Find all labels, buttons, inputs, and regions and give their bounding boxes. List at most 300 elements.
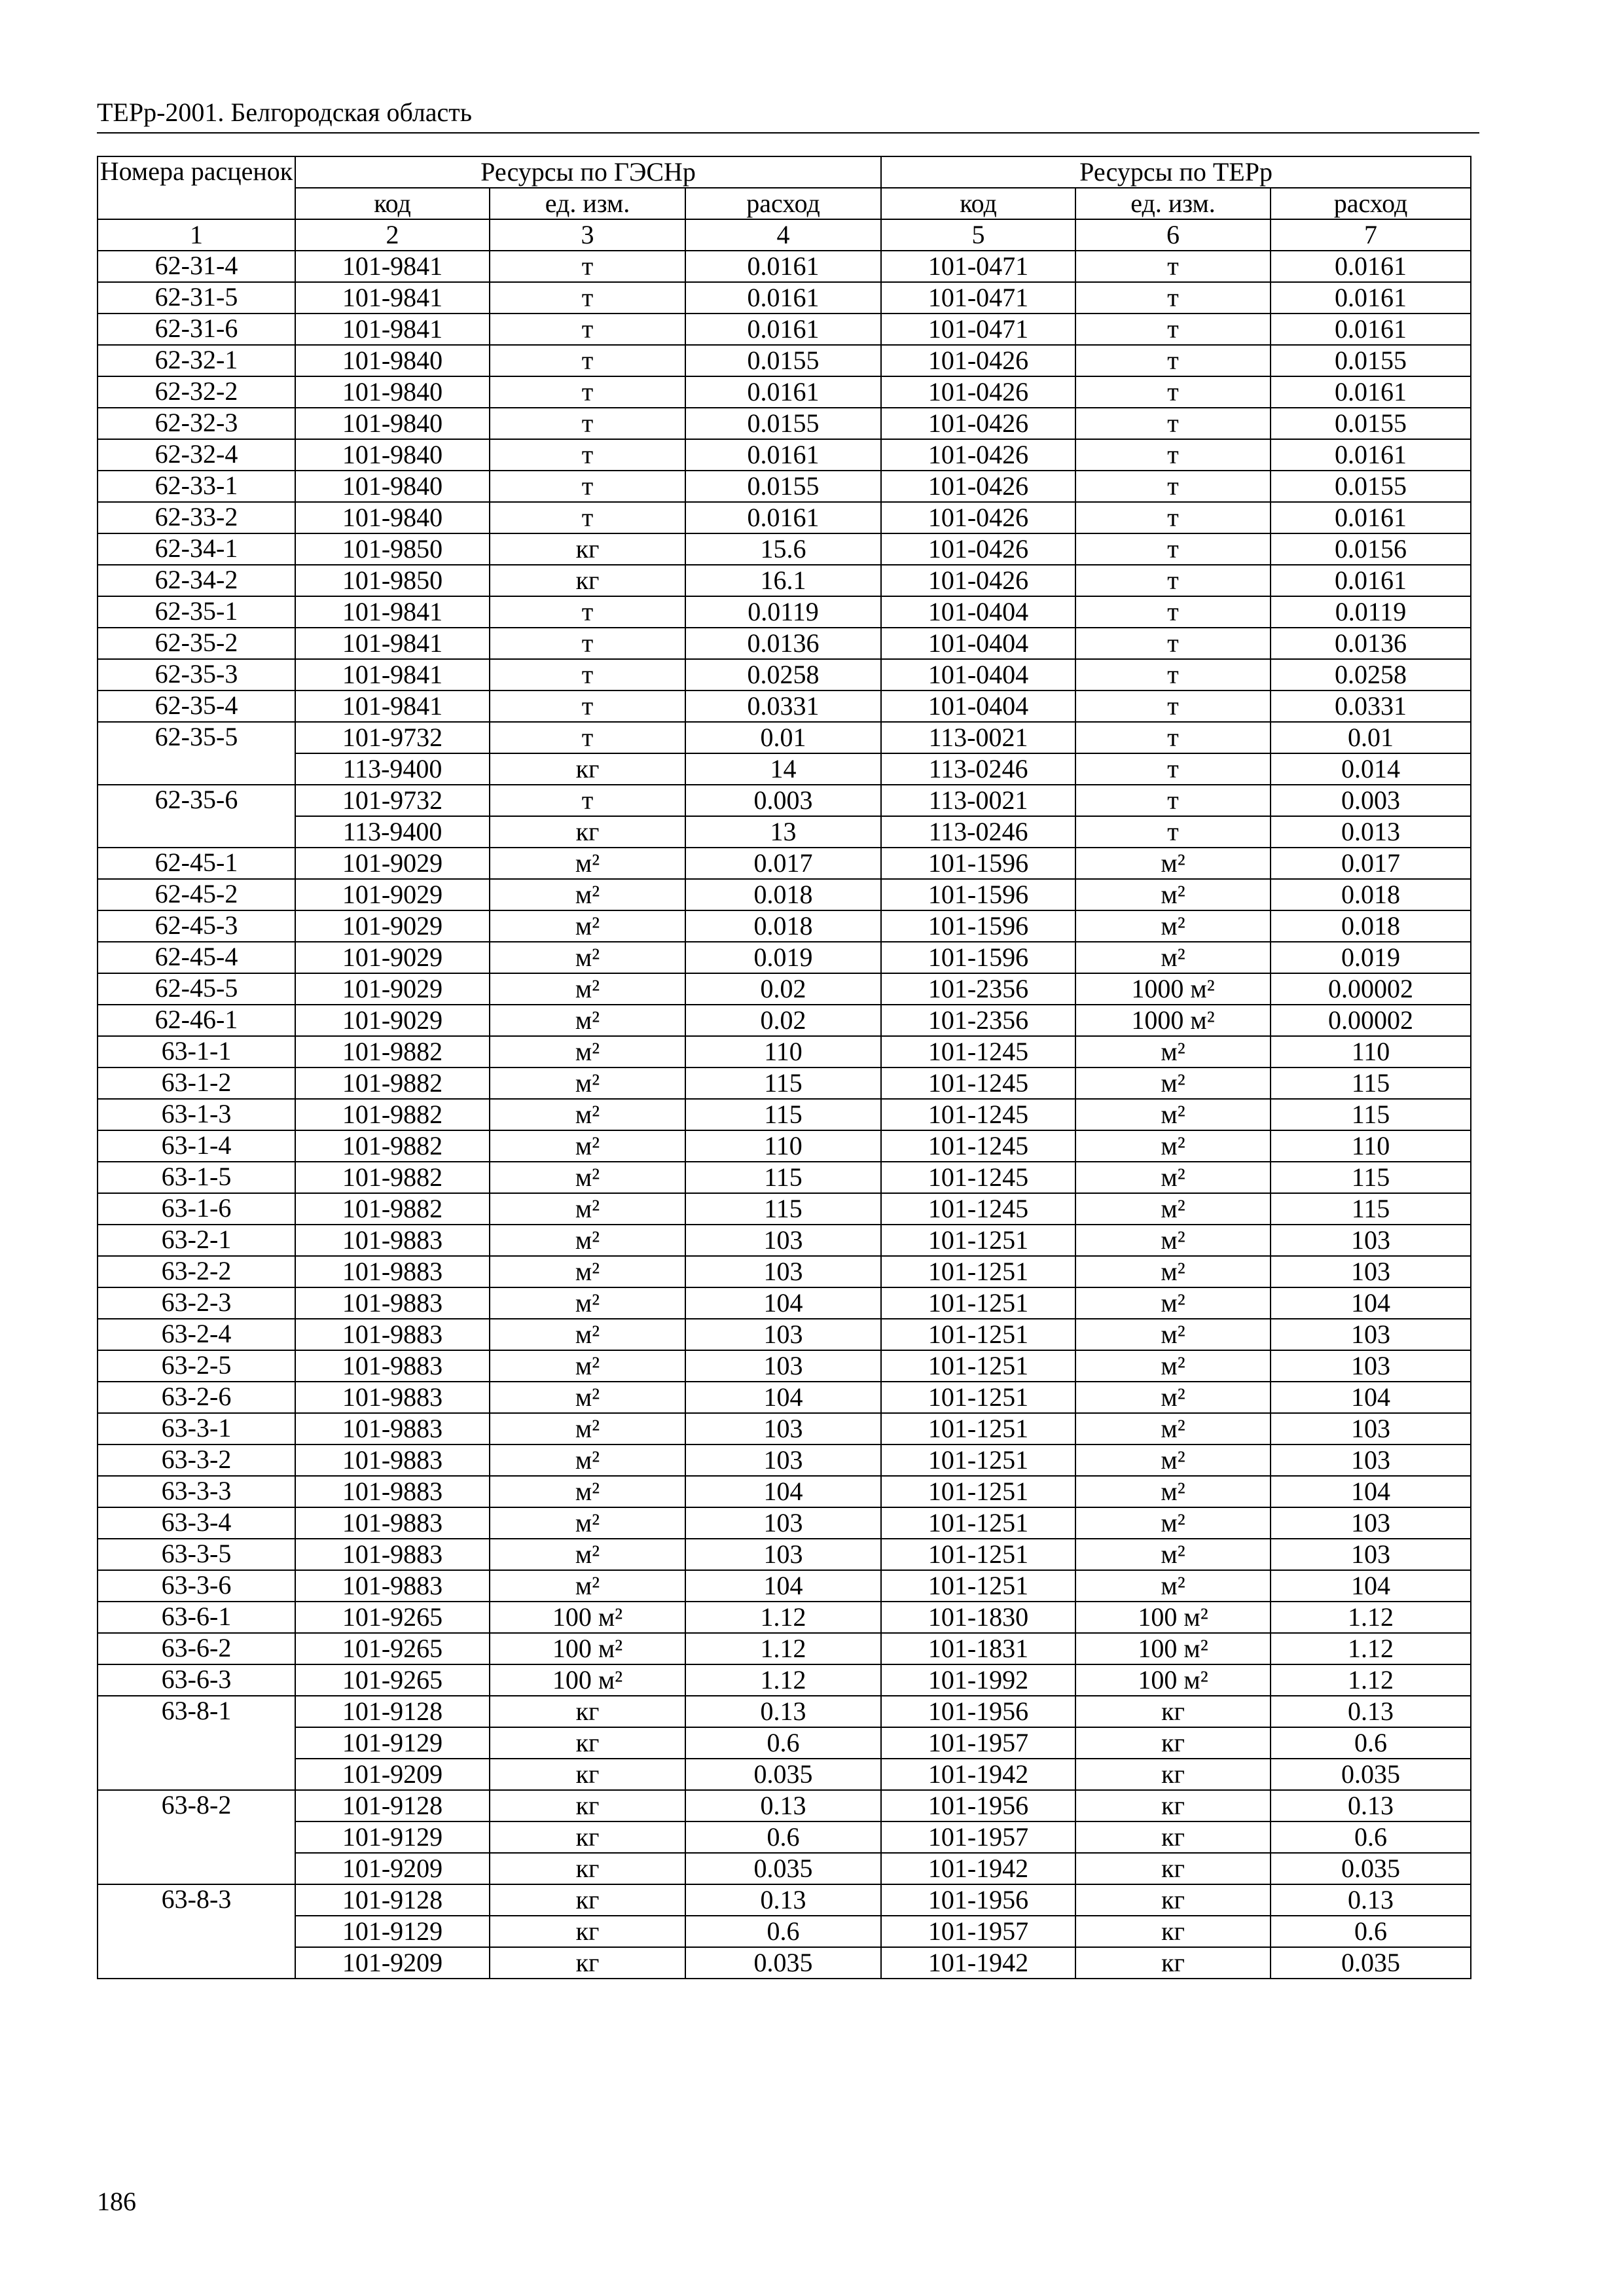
- gesn-unit-cell: м²: [490, 1350, 685, 1382]
- gesn-consumption-cell: 103: [685, 1350, 881, 1382]
- ter-consumption-cell: 103: [1271, 1444, 1471, 1476]
- ter-unit-cell: т: [1075, 533, 1271, 565]
- gesn-code-cell: 101-9209: [295, 1853, 490, 1884]
- ter-unit-cell: м²: [1075, 1099, 1271, 1130]
- ter-consumption-cell: 0.0331: [1271, 691, 1471, 722]
- ter-code-cell: 101-1251: [881, 1350, 1075, 1382]
- ter-code-cell: 101-1956: [881, 1696, 1075, 1727]
- ter-unit-cell: м²: [1075, 879, 1271, 910]
- column-number: 7: [1271, 219, 1471, 251]
- rate-number-cell: 62-31-4: [98, 251, 295, 282]
- gesn-consumption-cell: 1.12: [685, 1633, 881, 1664]
- rate-number-cell: 63-3-4: [98, 1507, 295, 1539]
- gesn-consumption-cell: 104: [685, 1287, 881, 1319]
- ter-consumption-cell: 0.0119: [1271, 596, 1471, 628]
- ter-consumption-cell: 103: [1271, 1539, 1471, 1570]
- gesn-code-cell: 101-9265: [295, 1633, 490, 1664]
- gesn-code-cell: 101-9882: [295, 1067, 490, 1099]
- gesn-consumption-cell: 0.0161: [685, 376, 881, 408]
- ter-consumption-cell: 1.12: [1271, 1602, 1471, 1633]
- gesn-code-cell: 101-9883: [295, 1256, 490, 1287]
- ter-code-cell: 113-0021: [881, 722, 1075, 753]
- gesn-consumption-cell: 0.0161: [685, 502, 881, 533]
- rate-number-cell: 62-35-5: [98, 722, 295, 785]
- ter-consumption-cell: 104: [1271, 1476, 1471, 1507]
- gesn-unit-cell: м²: [490, 973, 685, 1005]
- ter-unit-cell: 100 м²: [1075, 1602, 1271, 1633]
- gesn-unit-cell: м²: [490, 1539, 685, 1570]
- rate-number-cell: 62-35-4: [98, 691, 295, 722]
- gesn-consumption-cell: 110: [685, 1036, 881, 1067]
- gesn-consumption-cell: 103: [685, 1319, 881, 1350]
- ter-code-cell: 101-1245: [881, 1036, 1075, 1067]
- table-row: [98, 910, 1471, 942]
- rate-number-cell: 63-2-3: [98, 1287, 295, 1319]
- rate-number-cell: 63-8-2: [98, 1790, 295, 1884]
- ter-unit-cell: м²: [1075, 1130, 1271, 1162]
- column-number: 6: [1075, 219, 1271, 251]
- ter-code-cell: 113-0246: [881, 816, 1075, 848]
- gesn-code-cell: 101-9265: [295, 1664, 490, 1696]
- table-row: [98, 439, 1471, 471]
- ter-unit-cell: т: [1075, 785, 1271, 816]
- ter-consumption-cell: 0.0161: [1271, 439, 1471, 471]
- gesn-unit-cell: т: [490, 345, 685, 376]
- ter-consumption-cell: 0.0161: [1271, 565, 1471, 596]
- gesn-code-cell: 101-9882: [295, 1193, 490, 1225]
- ter-unit-cell: кг: [1075, 1790, 1271, 1821]
- gesn-unit-cell: кг: [490, 565, 685, 596]
- gesn-consumption-cell: 0.0136: [685, 628, 881, 659]
- ter-unit-cell: 100 м²: [1075, 1633, 1271, 1664]
- gesn-consumption-cell: 0.0155: [685, 471, 881, 502]
- ter-unit-cell: т: [1075, 439, 1271, 471]
- gesn-unit-cell: м²: [490, 942, 685, 973]
- ter-unit-cell: т: [1075, 659, 1271, 691]
- gesn-unit-cell: м²: [490, 1413, 685, 1444]
- ter-unit-cell: т: [1075, 376, 1271, 408]
- gesn-unit-cell: т: [490, 785, 685, 816]
- table-row: [98, 1319, 1471, 1350]
- ter-consumption-cell: 0.0161: [1271, 314, 1471, 345]
- gesn-unit-cell: т: [490, 659, 685, 691]
- ter-unit-cell: т: [1075, 345, 1271, 376]
- ter-consumption-cell: 0.0136: [1271, 628, 1471, 659]
- table-row: [98, 1005, 1471, 1036]
- table-row: [98, 1821, 1471, 1853]
- ter-consumption-cell: 104: [1271, 1382, 1471, 1413]
- rate-number-cell: 62-35-2: [98, 628, 295, 659]
- ter-unit-cell: кг: [1075, 1696, 1271, 1727]
- ter-unit-cell: кг: [1075, 1727, 1271, 1759]
- table-row: [98, 1790, 1471, 1821]
- table-row: [98, 1287, 1471, 1319]
- table-row: [98, 314, 1471, 345]
- rate-number-cell: 63-2-1: [98, 1225, 295, 1256]
- ter-code-cell: 101-1251: [881, 1413, 1075, 1444]
- column-number: 5: [881, 219, 1075, 251]
- gesn-code-cell: 113-9400: [295, 753, 490, 785]
- rate-number-cell: 62-45-4: [98, 942, 295, 973]
- ter-consumption-cell: 0.019: [1271, 942, 1471, 973]
- gesn-code-cell: 101-9840: [295, 376, 490, 408]
- gesn-code-cell: 101-9841: [295, 659, 490, 691]
- ter-code-cell: 101-0471: [881, 251, 1075, 282]
- gesn-code-cell: 101-9883: [295, 1350, 490, 1382]
- ter-consumption-cell: 103: [1271, 1413, 1471, 1444]
- gesn-consumption-cell: 115: [685, 1099, 881, 1130]
- ter-unit-cell: м²: [1075, 1413, 1271, 1444]
- ter-code-cell: 101-1942: [881, 1759, 1075, 1790]
- ter-unit-cell: т: [1075, 565, 1271, 596]
- ter-code-cell: 101-1956: [881, 1884, 1075, 1916]
- ter-unit-cell: 1000 м²: [1075, 1005, 1271, 1036]
- table-row: [98, 1193, 1471, 1225]
- gesn-consumption-cell: 0.0119: [685, 596, 881, 628]
- table-row: [98, 1853, 1471, 1884]
- ter-unit-cell: кг: [1075, 1947, 1271, 1979]
- running-header: ТЕРр-2001. Белгородская область: [97, 98, 473, 127]
- ter-code-cell: 101-1992: [881, 1664, 1075, 1696]
- gesn-consumption-cell: 104: [685, 1382, 881, 1413]
- ter-unit-cell: м²: [1075, 848, 1271, 879]
- ter-unit-header: ед. изм.: [1075, 188, 1271, 219]
- ter-unit-cell: т: [1075, 691, 1271, 722]
- rate-number-cell: 62-33-1: [98, 471, 295, 502]
- gesn-consumption-cell: 0.0161: [685, 282, 881, 314]
- gesn-consumption-cell: 0.0155: [685, 345, 881, 376]
- ter-consumption-cell: 115: [1271, 1067, 1471, 1099]
- ter-unit-cell: т: [1075, 282, 1271, 314]
- gesn-consumption-cell: 103: [685, 1225, 881, 1256]
- gesn-code-cell: 101-9883: [295, 1225, 490, 1256]
- gesn-unit-cell: кг: [490, 1790, 685, 1821]
- ter-code-cell: 101-1957: [881, 1727, 1075, 1759]
- rate-number-cell: 62-45-3: [98, 910, 295, 942]
- ter-consumption-cell: 1.12: [1271, 1664, 1471, 1696]
- gesn-code-cell: 101-9841: [295, 314, 490, 345]
- gesn-unit-cell: т: [490, 502, 685, 533]
- ter-consumption-cell: 0.0155: [1271, 471, 1471, 502]
- ter-code-cell: 101-1251: [881, 1256, 1075, 1287]
- gesn-consumption-cell: 0.6: [685, 1727, 881, 1759]
- ter-code-cell: 101-1251: [881, 1287, 1075, 1319]
- gesn-code-cell: 101-9841: [295, 691, 490, 722]
- ter-consumption-cell: 0.0258: [1271, 659, 1471, 691]
- gesn-unit-cell: т: [490, 691, 685, 722]
- ter-consumption-cell: 0.018: [1271, 910, 1471, 942]
- gesn-consumption-cell: 0.035: [685, 1759, 881, 1790]
- table-row: [98, 565, 1471, 596]
- ter-code-cell: 101-1596: [881, 848, 1075, 879]
- gesn-unit-header: ед. изм.: [490, 188, 685, 219]
- ter-code-cell: 101-1957: [881, 1916, 1075, 1947]
- ter-code-cell: 101-2356: [881, 1005, 1075, 1036]
- gesn-consumption-cell: 0.017: [685, 848, 881, 879]
- ter-unit-cell: м²: [1075, 1067, 1271, 1099]
- gesn-consumption-cell: 103: [685, 1444, 881, 1476]
- gesn-consumption-cell: 104: [685, 1570, 881, 1602]
- ter-consumption-cell: 110: [1271, 1130, 1471, 1162]
- ter-code-cell: 101-0426: [881, 439, 1075, 471]
- gesn-code-cell: 101-9883: [295, 1287, 490, 1319]
- ter-code-cell: 101-1245: [881, 1193, 1075, 1225]
- table-row: [98, 376, 1471, 408]
- rate-number-cell: 62-33-2: [98, 502, 295, 533]
- table-row: [98, 345, 1471, 376]
- ter-unit-cell: м²: [1075, 910, 1271, 942]
- table-row: [98, 1225, 1471, 1256]
- ter-consumption-cell: 0.0161: [1271, 251, 1471, 282]
- gesn-code-cell: 101-9883: [295, 1413, 490, 1444]
- gesn-code-cell: 101-9129: [295, 1727, 490, 1759]
- ter-unit-cell: м²: [1075, 1382, 1271, 1413]
- rate-number-cell: 62-34-2: [98, 565, 295, 596]
- gesn-unit-cell: м²: [490, 1570, 685, 1602]
- table-row: [98, 659, 1471, 691]
- gesn-consumption-cell: 103: [685, 1539, 881, 1570]
- gesn-unit-cell: т: [490, 282, 685, 314]
- ter-unit-cell: 1000 м²: [1075, 973, 1271, 1005]
- table-row: [98, 879, 1471, 910]
- table-row: [98, 628, 1471, 659]
- gesn-code-cell: 101-9840: [295, 502, 490, 533]
- gesn-unit-cell: м²: [490, 1287, 685, 1319]
- ter-unit-cell: кг: [1075, 1884, 1271, 1916]
- gesn-code-cell: 101-9129: [295, 1916, 490, 1947]
- gesn-resources-header: Ресурсы по ГЭСНр: [295, 156, 881, 188]
- gesn-code-cell: 101-9841: [295, 251, 490, 282]
- gesn-code-cell: 101-9128: [295, 1790, 490, 1821]
- ter-code-cell: 101-0404: [881, 691, 1075, 722]
- ter-code-cell: 101-1596: [881, 879, 1075, 910]
- ter-code-cell: 101-1245: [881, 1162, 1075, 1193]
- gesn-code-cell: 101-9029: [295, 942, 490, 973]
- ter-unit-cell: м²: [1075, 1287, 1271, 1319]
- ter-code-cell: 101-1596: [881, 910, 1075, 942]
- rate-number-cell: 62-32-1: [98, 345, 295, 376]
- ter-consumption-cell: 0.6: [1271, 1727, 1471, 1759]
- gesn-consumption-cell: 115: [685, 1162, 881, 1193]
- ter-consumption-cell: 103: [1271, 1256, 1471, 1287]
- ter-consumption-cell: 0.017: [1271, 848, 1471, 879]
- gesn-code-cell: 101-9029: [295, 973, 490, 1005]
- gesn-consumption-cell: 0.035: [685, 1853, 881, 1884]
- ter-unit-cell: кг: [1075, 1759, 1271, 1790]
- gesn-consumption-cell: 0.6: [685, 1821, 881, 1853]
- rate-number-cell: 63-2-5: [98, 1350, 295, 1382]
- gesn-code-cell: 101-9882: [295, 1130, 490, 1162]
- gesn-code-cell: 101-9882: [295, 1036, 490, 1067]
- table-row: [98, 753, 1471, 785]
- table-row: [98, 502, 1471, 533]
- table-row: [98, 1350, 1471, 1382]
- rate-number-cell: 63-6-1: [98, 1602, 295, 1633]
- ter-code-cell: 101-0426: [881, 471, 1075, 502]
- ter-consumption-cell: 0.0161: [1271, 376, 1471, 408]
- ter-code-cell: 101-1251: [881, 1225, 1075, 1256]
- table-row: [98, 1476, 1471, 1507]
- rate-number-cell: 63-8-3: [98, 1884, 295, 1979]
- header-row-subcolumns: [98, 188, 1471, 219]
- ter-consumption-cell: 0.13: [1271, 1790, 1471, 1821]
- rate-number-cell: 63-2-4: [98, 1319, 295, 1350]
- gesn-code-cell: 101-9883: [295, 1319, 490, 1350]
- ter-consumption-cell: 115: [1271, 1099, 1471, 1130]
- ter-unit-cell: м²: [1075, 1350, 1271, 1382]
- gesn-consumption-cell: 103: [685, 1256, 881, 1287]
- ter-unit-cell: м²: [1075, 1225, 1271, 1256]
- table-row: [98, 1916, 1471, 1947]
- rate-number-cell: 63-3-6: [98, 1570, 295, 1602]
- gesn-consumption-cell: 0.02: [685, 1005, 881, 1036]
- ter-unit-cell: м²: [1075, 1162, 1271, 1193]
- ter-consumption-cell: 0.003: [1271, 785, 1471, 816]
- ter-code-cell: 101-1942: [881, 1947, 1075, 1979]
- rate-number-cell: 63-2-2: [98, 1256, 295, 1287]
- ter-unit-cell: м²: [1075, 1539, 1271, 1570]
- ter-code-cell: 101-1251: [881, 1382, 1075, 1413]
- ter-unit-cell: т: [1075, 471, 1271, 502]
- rate-number-cell: 63-1-4: [98, 1130, 295, 1162]
- table-row: [98, 408, 1471, 439]
- ter-code-cell: 101-0404: [881, 659, 1075, 691]
- ter-consumption-cell: 0.0161: [1271, 282, 1471, 314]
- ter-consumption-cell: 0.014: [1271, 753, 1471, 785]
- ter-code-cell: 101-1251: [881, 1444, 1075, 1476]
- ter-consumption-cell: 0.0161: [1271, 502, 1471, 533]
- gesn-consumption-cell: 0.13: [685, 1696, 881, 1727]
- table-row: [98, 1444, 1471, 1476]
- gesn-consumption-cell: 0.13: [685, 1790, 881, 1821]
- header-row-groups: [98, 156, 1471, 188]
- column-number: 1: [98, 219, 295, 251]
- ter-code-cell: 101-1942: [881, 1853, 1075, 1884]
- gesn-consumption-cell: 1.12: [685, 1602, 881, 1633]
- ter-unit-cell: м²: [1075, 1476, 1271, 1507]
- rate-number-cell: 62-31-5: [98, 282, 295, 314]
- table-row: [98, 1602, 1471, 1633]
- gesn-consumption-cell: 104: [685, 1476, 881, 1507]
- rate-number-cell: 63-3-3: [98, 1476, 295, 1507]
- rate-number-cell: 63-1-2: [98, 1067, 295, 1099]
- gesn-consumption-cell: 0.0155: [685, 408, 881, 439]
- gesn-consumption-cell: 0.018: [685, 879, 881, 910]
- gesn-consumption-cell: 115: [685, 1193, 881, 1225]
- table-row: [98, 533, 1471, 565]
- ter-code-cell: 101-1251: [881, 1570, 1075, 1602]
- gesn-consumption-cell: 0.0161: [685, 314, 881, 345]
- gesn-unit-cell: м²: [490, 1036, 685, 1067]
- gesn-code-cell: 101-9883: [295, 1444, 490, 1476]
- gesn-unit-cell: м²: [490, 879, 685, 910]
- rate-number-cell: 63-1-5: [98, 1162, 295, 1193]
- ter-consumption-cell: 0.6: [1271, 1916, 1471, 1947]
- rate-number-cell: 63-3-2: [98, 1444, 295, 1476]
- table-row: [98, 1947, 1471, 1979]
- rate-number-cell: 63-3-5: [98, 1539, 295, 1570]
- ter-consumption-cell: 103: [1271, 1225, 1471, 1256]
- ter-unit-cell: т: [1075, 722, 1271, 753]
- column-number: 2: [295, 219, 490, 251]
- ter-consumption-cell: 115: [1271, 1162, 1471, 1193]
- ter-consumption-cell: 0.035: [1271, 1947, 1471, 1979]
- gesn-unit-cell: м²: [490, 1444, 685, 1476]
- gesn-code-cell: 101-9883: [295, 1507, 490, 1539]
- gesn-unit-cell: м²: [490, 1319, 685, 1350]
- gesn-code-cell: 101-9209: [295, 1947, 490, 1979]
- gesn-code-cell: 113-9400: [295, 816, 490, 848]
- rate-number-cell: 62-35-3: [98, 659, 295, 691]
- rate-number-cell: 62-32-4: [98, 439, 295, 471]
- rate-number-cell: 62-45-2: [98, 879, 295, 910]
- rate-number-cell: 62-32-3: [98, 408, 295, 439]
- table-body: [98, 156, 1471, 1979]
- table-row: [98, 1664, 1471, 1696]
- gesn-code-cell: 101-9840: [295, 345, 490, 376]
- table-row: [98, 282, 1471, 314]
- gesn-consumption-cell: 0.003: [685, 785, 881, 816]
- ter-code-cell: 101-1251: [881, 1539, 1075, 1570]
- table-row: [98, 816, 1471, 848]
- gesn-consumption-cell: 15.6: [685, 533, 881, 565]
- gesn-unit-cell: кг: [490, 753, 685, 785]
- table-row: [98, 973, 1471, 1005]
- ter-code-header: код: [881, 188, 1075, 219]
- ter-unit-cell: м²: [1075, 1036, 1271, 1067]
- gesn-unit-cell: кг: [490, 1759, 685, 1790]
- table-row: [98, 691, 1471, 722]
- ter-unit-cell: м²: [1075, 1193, 1271, 1225]
- ter-consumption-cell: 104: [1271, 1287, 1471, 1319]
- ter-code-cell: 101-1245: [881, 1067, 1075, 1099]
- ter-consumption-cell: 0.13: [1271, 1696, 1471, 1727]
- gesn-code-cell: 101-9841: [295, 628, 490, 659]
- gesn-unit-cell: м²: [490, 1162, 685, 1193]
- table-row: [98, 1256, 1471, 1287]
- gesn-consumption-cell: 16.1: [685, 565, 881, 596]
- ter-consumption-header: расход: [1271, 188, 1471, 219]
- gesn-code-cell: 101-9029: [295, 910, 490, 942]
- gesn-code-cell: 101-9732: [295, 785, 490, 816]
- gesn-unit-cell: кг: [490, 1696, 685, 1727]
- ter-code-cell: 101-0404: [881, 596, 1075, 628]
- ter-unit-cell: 100 м²: [1075, 1664, 1271, 1696]
- ter-unit-cell: м²: [1075, 1256, 1271, 1287]
- ter-unit-cell: м²: [1075, 1444, 1271, 1476]
- gesn-consumption-cell: 0.13: [685, 1884, 881, 1916]
- rate-number-cell: 63-8-1: [98, 1696, 295, 1790]
- ter-unit-cell: т: [1075, 596, 1271, 628]
- gesn-unit-cell: кг: [490, 1884, 685, 1916]
- gesn-unit-cell: т: [490, 471, 685, 502]
- gesn-consumption-cell: 0.0258: [685, 659, 881, 691]
- table-row: [98, 1727, 1471, 1759]
- table-row: [98, 785, 1471, 816]
- gesn-code-cell: 101-9265: [295, 1602, 490, 1633]
- ter-unit-cell: м²: [1075, 1507, 1271, 1539]
- gesn-consumption-cell: 0.6: [685, 1916, 881, 1947]
- ter-consumption-cell: 0.035: [1271, 1853, 1471, 1884]
- gesn-code-cell: 101-9029: [295, 879, 490, 910]
- ter-consumption-cell: 103: [1271, 1350, 1471, 1382]
- ter-code-cell: 101-0471: [881, 314, 1075, 345]
- rate-number-cell: 63-1-3: [98, 1099, 295, 1130]
- gesn-unit-cell: м²: [490, 1099, 685, 1130]
- ter-unit-cell: кг: [1075, 1916, 1271, 1947]
- gesn-code-cell: 101-9840: [295, 408, 490, 439]
- table-row: [98, 471, 1471, 502]
